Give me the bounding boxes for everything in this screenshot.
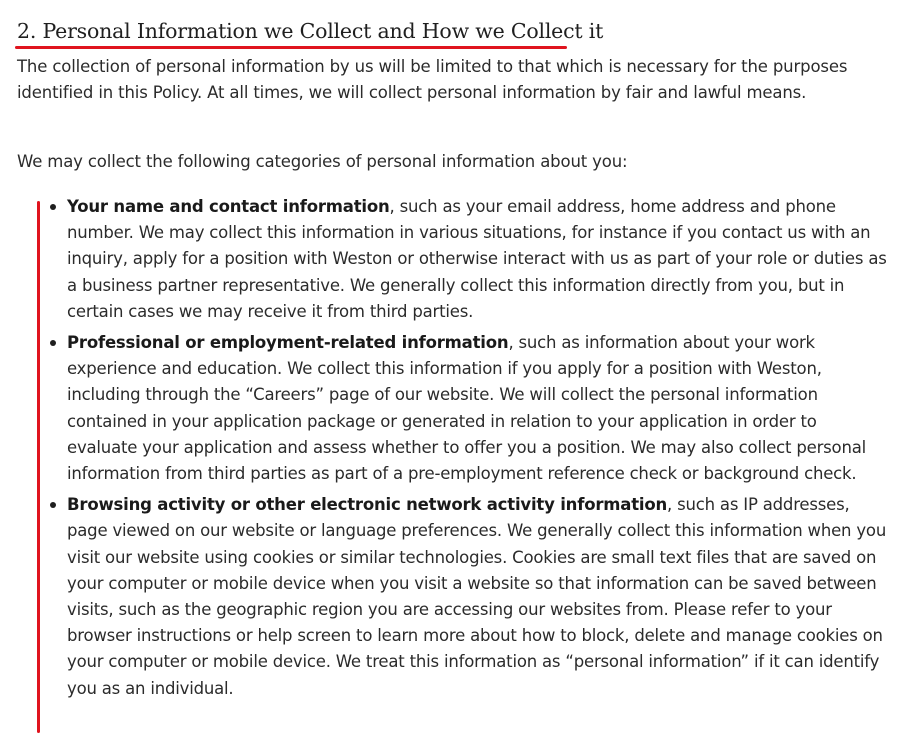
categories-lead-paragraph: We may collect the following categories of personal information about you: [17, 152, 628, 171]
list-item-employment-information [67, 330, 889, 487]
category-text: , such as your email address, home address and phone number. We may collect this information in various situations, for instance if you contact us with an inquiry, apply for a position with Weston or otherwise interact with us as part of your role or duties as a business partner representative. We generally collect this information directly from you, but in certain cases we may receive it from third parties. [67, 197, 887, 321]
category-list [67, 194, 889, 707]
section-heading: 2. Personal Information we Collect and How we Collect it [17, 19, 604, 43]
list-item-browsing-activity [67, 492, 889, 702]
list-item-contact-information [67, 194, 889, 325]
category-title: Browsing activity or other electronic network activity information [67, 495, 668, 515]
bullet-icon [50, 502, 56, 508]
intro-paragraph: The collection of personal information by us will be limited to that which is necessary for the purposes identified in this Policy. At all times, we will collect personal information by fair and lawful means. [17, 57, 848, 102]
category-title: Your name and contact information [67, 197, 390, 216]
category-title: Professional or employment-related information [67, 333, 509, 353]
margin-bar-annotation [37, 201, 40, 733]
category-text: , such as IP addresses, page viewed on our website or language preferences. We generally collect this information when you visit our website using cookies or similar technologies. Cookies are small text files that are saved on your computer or mobile device when you visit a website so that information can be saved between visits, such as the geographic region you are accessing our websites from. Please refer to your browser instructions or help screen to learn more about how to block, delete and manage cookies on your computer or mobile device. We treat this information as “personal information” if it can identify you as an individual. [67, 495, 887, 698]
category-text: , such as information about your work experience and education. We collect this information if you apply for a position with Weston, including through the “Careers” page of our website. We will collect the personal information contained in your application package or generated in relation to your application in order to evaluate your application and assess whether to offer you a position. We may also collect personal information from third parties as part of a pre-employment reference check or background check. [67, 333, 867, 484]
bullet-icon [50, 340, 56, 346]
bullet-icon [50, 204, 56, 210]
heading-underline-annotation [15, 46, 567, 49]
